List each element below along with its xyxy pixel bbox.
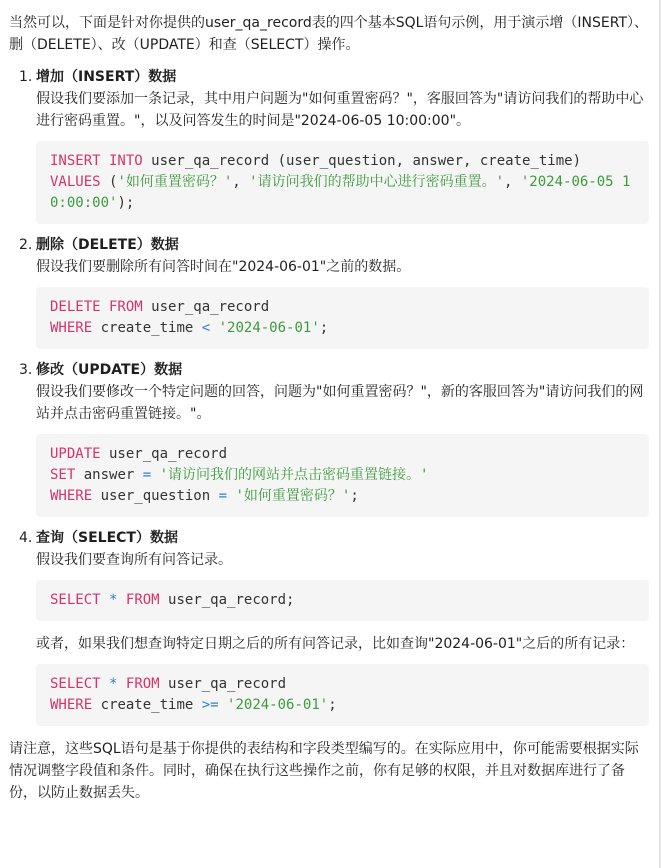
sql-operator: = — [218, 488, 228, 504]
step-number: 2. — [19, 237, 33, 253]
step-select — [9, 527, 649, 726]
sql-text — [219, 697, 227, 713]
sql-text: user_question — [92, 488, 219, 504]
step-title: 删除（DELETE）数据 — [36, 237, 179, 253]
step-description: 假设我们要删除所有问答时间在"2024-06-01"之前的数据。 — [36, 259, 411, 275]
step-update — [9, 359, 649, 517]
sql-keyword: DELETE FROM — [50, 299, 143, 315]
step-title: 查询（SELECT）数据 — [36, 530, 178, 546]
step-description: 假设我们要修改一个特定问题的回答，问题为"如何重置密码？"，新的客服回答为"请访问我们的网站并点击密码重置链接。"。 — [36, 384, 644, 422]
sql-keyword: FROM — [125, 676, 160, 692]
sql-keyword: SELECT — [50, 592, 101, 608]
step-insert — [9, 66, 649, 224]
sql-operator: = — [142, 467, 152, 483]
sql-text — [117, 676, 125, 692]
sql-text: , — [232, 174, 250, 190]
sql-keyword: WHERE — [50, 320, 93, 336]
sql-string: '如何重置密码？' — [235, 488, 351, 504]
sql-operator: >= — [201, 697, 219, 713]
sql-text — [151, 467, 159, 483]
sql-string: '2024-06-01' — [227, 697, 329, 713]
step-description: 假设我们要查询所有问答记录。 — [36, 552, 232, 568]
code-block-update[interactable] — [36, 434, 649, 517]
code-block-select-all[interactable] — [36, 580, 649, 621]
sql-text — [117, 592, 125, 608]
sql-keyword: VALUES — [50, 174, 101, 190]
sql-text: create_time — [92, 320, 202, 336]
sql-keyword: INSERT INTO — [50, 153, 143, 169]
code-block-delete[interactable] — [36, 287, 649, 349]
sql-operator: < — [201, 320, 211, 336]
step-title: 修改（UPDATE）数据 — [36, 362, 183, 378]
step-extra-text: 或者，如果我们想查询特定日期之后的所有问答记录，比如查询"2024-06-01"之后的所有记录： — [36, 636, 635, 652]
step-number: 1. — [19, 69, 33, 85]
sql-operator: * — [109, 592, 118, 608]
step-title: 增加（INSERT）数据 — [36, 69, 177, 85]
sql-text: ( — [100, 174, 118, 190]
intro-text: 当然可以，下面是针对你提供的user_qa_record表的四个基本SQL语句示例，用于演示增（INSERT）、删（DELETE）、改（UPDATE）和查（SELECT）操作。 — [9, 15, 649, 53]
sql-text: ); — [117, 195, 135, 211]
sql-string: '请访问我们的帮助中心进行密码重置。' — [249, 174, 505, 190]
sql-string: '请访问我们的网站并点击密码重置链接。' — [159, 467, 429, 483]
sql-text: user_qa_record; — [159, 592, 295, 608]
step-description: 假设我们要添加一条记录，其中用户问题为"如何重置密码？"，客服回答为"请访问我们的帮助中心进行密码重置。"，以及问答发生的时间是"2024-06-05 10:00:00"。 — [36, 91, 644, 129]
step-number: 4. — [19, 530, 33, 546]
sql-text: ; — [350, 488, 359, 504]
sql-string: '如何重置密码？' — [117, 174, 233, 190]
sql-keyword: UPDATE — [50, 446, 101, 462]
sql-string: '2024-06-05 10:00:00' — [50, 174, 631, 211]
sql-keyword: WHERE — [50, 488, 93, 504]
sql-text: create_time — [92, 697, 202, 713]
sql-text: user_qa_record — [159, 676, 287, 692]
sql-text — [101, 676, 109, 692]
code-block-select-filtered[interactable] — [36, 664, 649, 726]
sql-text: user_qa_record (user_question, answer, create_time) — [142, 153, 582, 169]
sql-keyword: FROM — [125, 592, 160, 608]
sql-operator: * — [109, 676, 118, 692]
sql-text: ; — [328, 697, 337, 713]
sql-text: , — [504, 174, 521, 190]
sql-text: user_qa_record — [100, 446, 228, 462]
sql-string: '2024-06-01' — [218, 320, 320, 336]
sql-text — [210, 320, 218, 336]
sql-text — [101, 592, 109, 608]
sql-keyword: WHERE — [50, 697, 93, 713]
sql-text: ; — [319, 320, 329, 336]
sql-text: user_qa_record — [142, 299, 270, 315]
outro-text: 请注意，这些SQL语句是基于你提供的表结构和字段类型编写的。在实际应用中，你可能需要根据实际情况调整字段值和条件。同时，确保在执行这些操作之前，你有足够的权限，并且对数据库进行了备份，以防止数据丢失。 — [9, 741, 639, 801]
sql-keyword: SET — [50, 467, 76, 483]
code-block-insert[interactable] — [36, 141, 649, 224]
step-number: 3. — [19, 362, 33, 378]
sql-text: answer — [75, 467, 143, 483]
step-delete — [9, 234, 649, 349]
sql-keyword: SELECT — [50, 676, 101, 692]
